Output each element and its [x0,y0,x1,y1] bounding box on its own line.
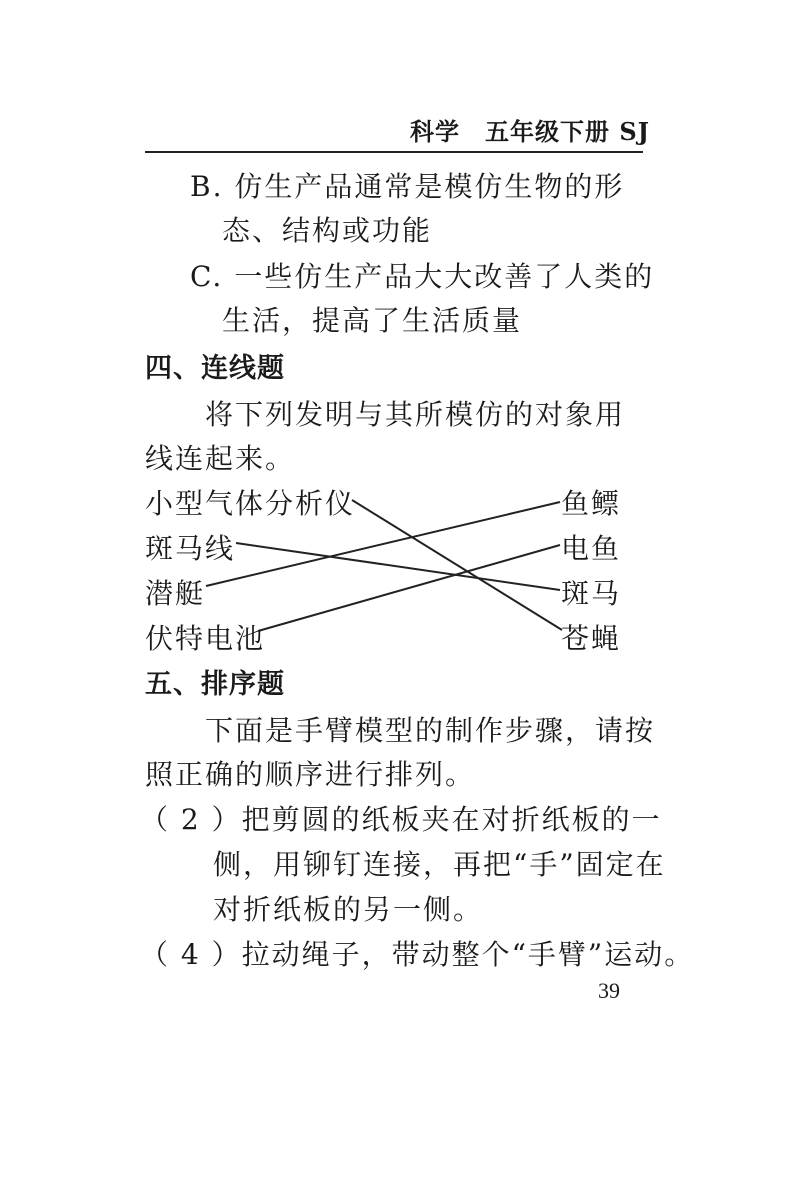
step-2-line1: （ 4 ）拉动绳子，带动整个“手臂”运动。 [140,938,695,971]
step-1-line2: 侧，用铆钉连接，再把“手”固定在 [213,848,666,881]
right-item-swim-bladder: 鱼鳔 [561,487,622,520]
section5-instruction-line2: 照正确的顺序进行排列。 [145,758,476,791]
section5-heading: 五、排序题 [145,669,285,700]
step-1-line1: （ 2 ）把剪圆的纸板夹在对折纸板的一 [140,803,662,836]
option-b-line1: B. 仿生产品通常是模仿生物的形 [190,170,625,203]
option-b-line2: 态、结构或功能 [222,214,433,247]
left-item-volta-battery: 伏特电池 [145,622,266,655]
right-item-electric-fish: 电鱼 [561,532,622,565]
left-item-zebra-crossing: 斑马线 [145,532,236,565]
left-item-gas-analyzer: 小型气体分析仪 [145,487,356,520]
option-c-line2: 生活，提高了生活质量 [222,304,523,337]
page-number: 39 [598,978,620,1003]
left-item-submarine: 潜艇 [145,577,206,610]
match-line-volta-battery-electric-fish [258,545,560,631]
section4-instruction-line2: 线连起来。 [145,442,296,475]
right-item-zebra: 斑马 [561,577,622,610]
option-c-line1: C. 一些仿生产品大大改善了人类的 [190,260,655,293]
section4-heading: 四、连线题 [145,353,285,384]
section4-instruction-line1: 将下列发明与其所模仿的对象用 [205,398,626,431]
section5-instruction-line1: 下面是手臂模型的制作步骤，请按 [205,714,656,747]
page-header: 科学 五年级下册 SJ [410,117,651,146]
step-1-line3: 对折纸板的另一侧。 [213,893,484,926]
match-line-submarine-swim-bladder [206,502,560,586]
right-item-fly: 苍蝇 [561,622,622,655]
